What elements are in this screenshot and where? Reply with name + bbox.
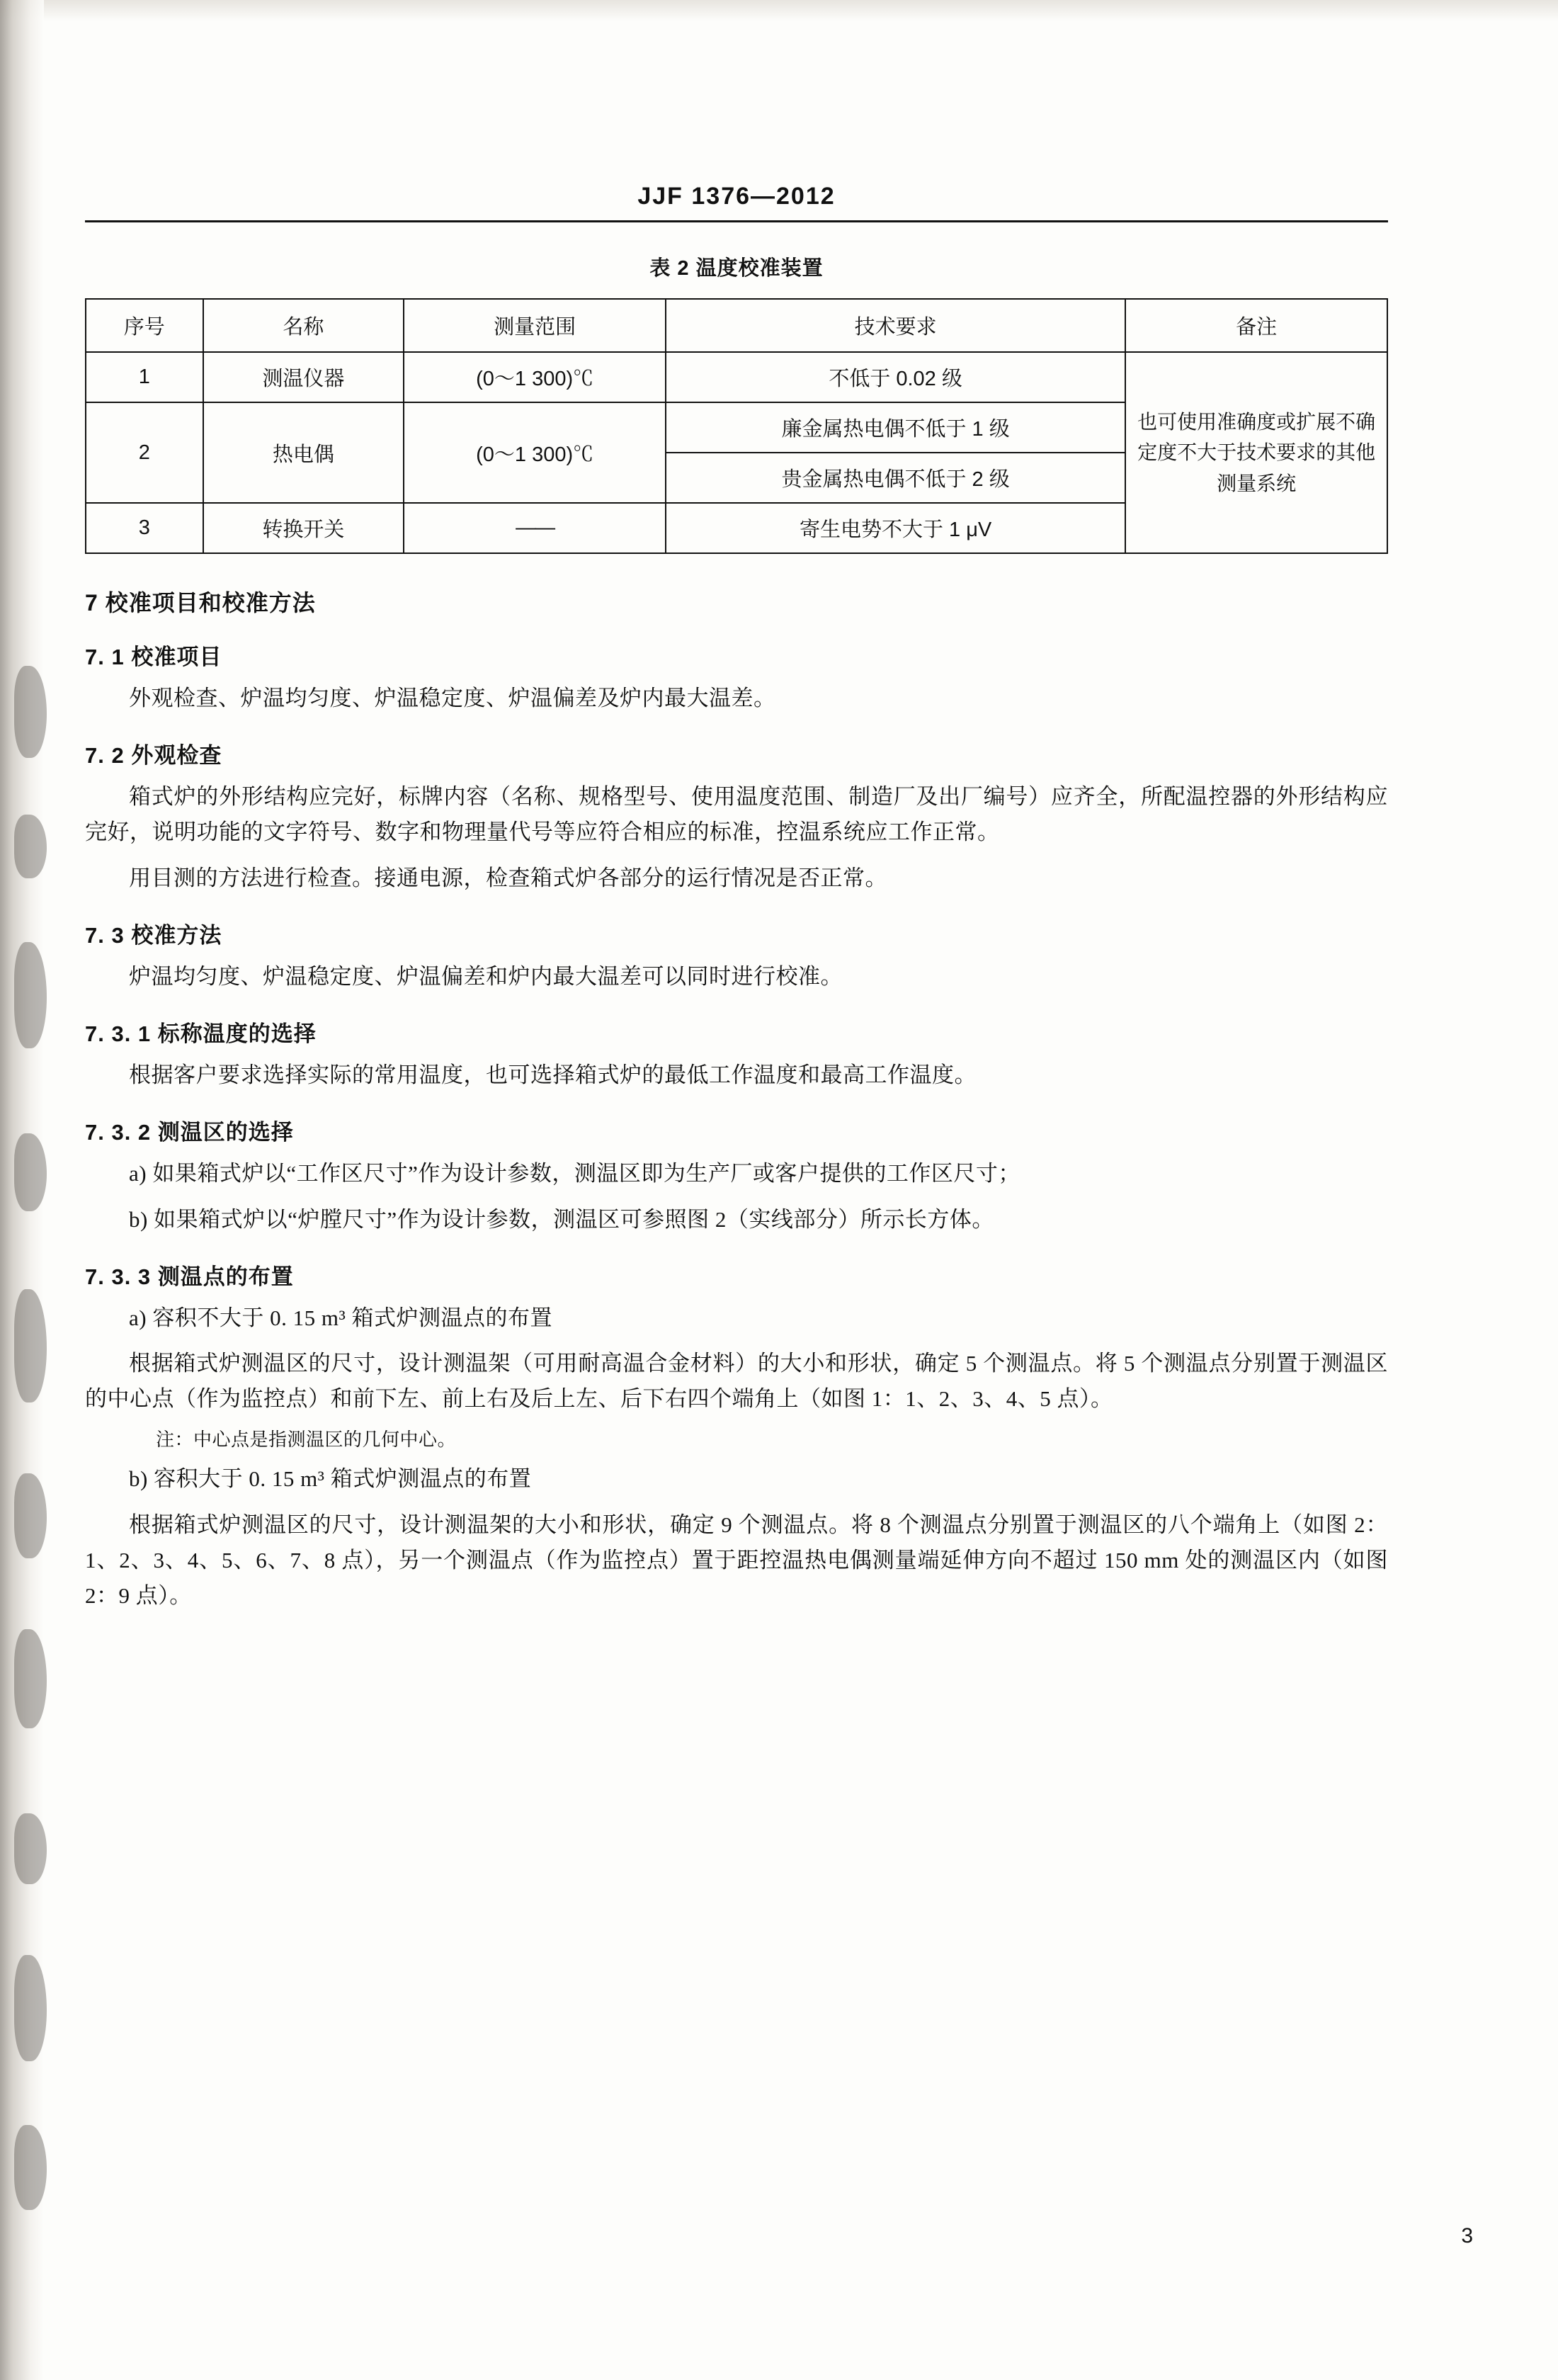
section-heading-7-3: 7. 3 校准方法 [85,922,222,948]
table-title: 表 2 温度校准装置 [649,257,824,280]
column-header-note: 备注 [1125,299,1387,352]
cell-req-2b: 贵金属热电偶不低于 2 级 [666,453,1125,503]
cell-req-2a: 廉金属热电偶不低于 1 级 [666,402,1125,453]
column-header-range: 测量范围 [404,299,666,352]
scan-speckle [14,1133,47,1211]
section-heading-7-3-2: 7. 3. 2 测温区的选择 [85,1120,294,1145]
cell-name-1: 测温仪器 [203,352,404,402]
table-row [86,352,1387,402]
section-heading-7-3-1: 7. 3. 1 标称温度的选择 [85,1021,317,1047]
temperature-calibration-device-table [85,298,1388,554]
paragraph-7-2-2: 用目测的方法进行检查。接通电源，检查箱式炉各部分的运行情况是否正常。 [129,865,887,890]
scan-speckle [14,2125,47,2210]
paragraph-7-3-3-b-body: 根据箱式炉测温区的尺寸，设计测温架的大小和形状，确定 9 个测温点。将 8 个测温点分别置于测温区的八个端角上（如图 2：1、2、3、4、5、6、7、8 点），另一个测温点（作为监控点）置于距控温热电偶测量端延伸方向不超过 150 mm 处的测温区内（如图 2：9 点）。 [85,1512,1388,1609]
column-header-name: 名称 [203,299,404,352]
cell-req-1: 不低于 0.02 级 [666,352,1125,402]
scan-speckle [14,1813,47,1884]
cell-range-3: —— [404,503,666,553]
scan-speckle [14,666,47,758]
column-header-requirement: 技术要求 [666,299,1125,352]
header-divider [85,220,1388,222]
cell-note-merged: 也可使用准确度或扩展不确定度不大于技术要求的其他测量系统 [1125,352,1387,553]
scan-speckle [14,942,47,1048]
section-heading-7: 7 校准项目和校准方法 [85,590,316,616]
paragraph-7-3-3-b-head: b) 容积大于 0. 15 m³ 箱式炉测温点的布置 [129,1466,532,1492]
scan-speckle [14,1955,47,2061]
page-number: 3 [1461,2224,1473,2248]
section-heading-7-1: 7. 1 校准项目 [85,645,222,669]
page-header-standard-code: JJF 1376—2012 [637,183,836,210]
cell-no-2: 2 [86,402,203,503]
column-header-no: 序号 [86,299,203,352]
section-heading-7-2: 7. 2 外观检查 [85,743,222,769]
cell-no-3: 3 [86,503,203,553]
paragraph-7-3-3-a-body: 根据箱式炉测温区的尺寸，设计测温架（可用耐高温合金材料）的大小和形状，确定 5 个测温点。将 5 个测温点分别置于测温区的中心点（作为监控点）和前下左、前上右及后上左、后下右四个端角上（如图 1：1、2、3、4、5 点）。 [85,1350,1388,1412]
cell-name-3: 转换开关 [203,503,404,553]
paragraph-7-3-3-note: 注：中心点是指测温区的几何中心。 [156,1429,457,1451]
scan-speckle [14,1289,47,1402]
paragraph-7-3-3-a-head: a) 容积不大于 0. 15 m³ 箱式炉测温点的布置 [129,1305,552,1330]
cell-range-2: (0～1 300)℃ [404,402,666,503]
cell-req-3: 寄生电势不大于 1 μV [666,503,1125,553]
paragraph-7-1-1: 外观检查、炉温均匀度、炉温稳定度、炉温偏差及炉内最大温差。 [129,686,776,710]
paragraph-7-3-1-1: 根据客户要求选择实际的常用温度，也可选择箱式炉的最低工作温度和最高工作温度。 [129,1062,977,1088]
section-heading-7-3-3: 7. 3. 3 测温点的布置 [85,1264,294,1289]
cell-name-2: 热电偶 [203,402,404,503]
paragraph-7-3-1: 炉温均匀度、炉温稳定度、炉温偏差和炉内最大温差可以同时进行校准。 [129,963,843,989]
cell-no-1: 1 [86,352,203,402]
paragraph-7-3-2-a: a) 如果箱式炉以“工作区尺寸”作为设计参数，测温区即为生产厂或客户提供的工作区尺寸； [129,1161,1020,1186]
table-header-row [86,299,1387,352]
scan-speckle [14,1473,47,1558]
paragraph-7-2-1: 箱式炉的外形结构应完好，标牌内容（名称、规格型号、使用温度范围、制造厂及出厂编号）应齐全，所配温控器的外形结构应完好，说明功能的文字符号、数字和物理量代号等应符合相应的标准，控温系统应工作正常。 [85,784,1388,845]
scan-speckle [14,815,47,878]
paragraph-7-3-2-b: b) 如果箱式炉以“炉膛尺寸”作为设计参数，测温区可参照图 2（实线部分）所示长方体。 [129,1206,994,1232]
cell-range-1: (0～1 300)℃ [404,352,666,402]
scan-speckle [14,1629,47,1728]
